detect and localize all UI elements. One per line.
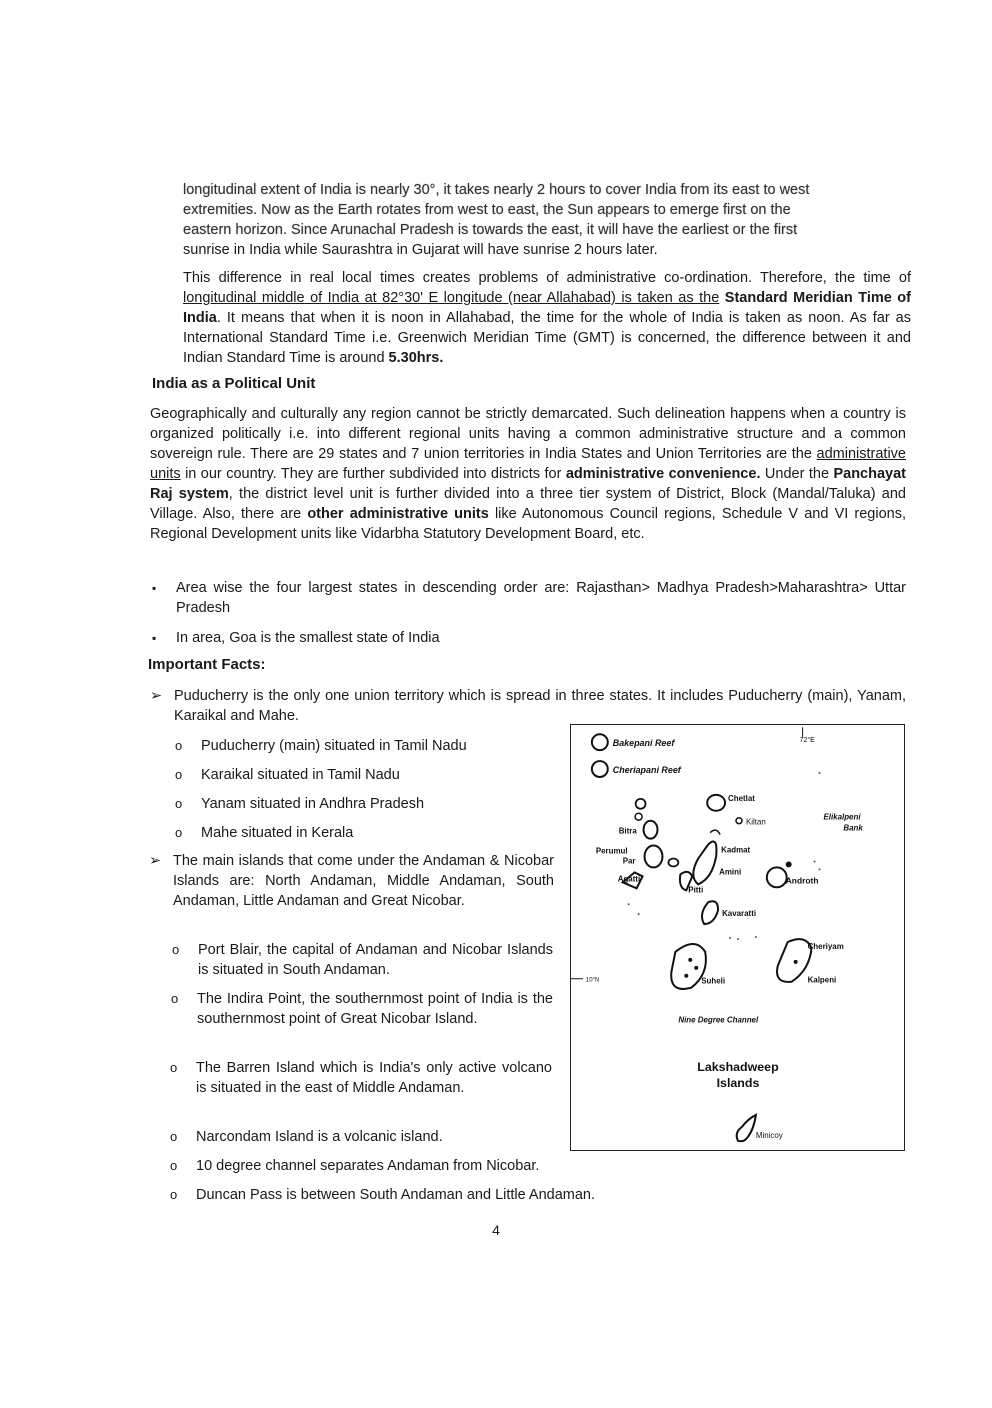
minicoy-island-icon xyxy=(737,1115,756,1141)
chetlat-island-icon xyxy=(707,795,725,811)
facts-heading: Important Facts: xyxy=(148,656,266,673)
sub-text: 10 degree channel separates Andaman from Nicobar. xyxy=(196,1158,540,1174)
puducherry-text: Puducherry is the only one union territory which is spread in three states. It includes Puducherry (main), Yanam, Karaikal and Mahe. xyxy=(174,688,906,724)
label-suheli: Suheli xyxy=(701,976,726,986)
sub-text: Puducherry (main) situated in Tamil Nadu xyxy=(201,738,467,754)
political-text-4: , the district level unit is further divided into a three tier system of District, Block (Mandal/Taluka) and Village. Also, there are xyxy=(150,486,906,522)
circle-bullet-icon: o xyxy=(170,1187,178,1202)
label-kalpeni: Kalpeni xyxy=(807,975,837,985)
label-agatti: Agatti xyxy=(617,874,641,884)
intro-line-4: sunrise in India while Saurashtra in Gujarat will have sunrise 2 hours later. xyxy=(183,242,658,258)
circle-bullet-icon: o xyxy=(171,991,179,1006)
label-bank: Bank xyxy=(843,823,863,833)
map-title-2: Islands xyxy=(716,1076,760,1091)
label-bakepani: Bakepani Reef xyxy=(612,738,675,749)
ist-text-2: . It means that when it is noon in Allahabad, the time for the whole of India is taken as noon. As far as International Standard Time i.e. Greenwich Meridian Time (GMT) is concerned, the difference between it and Indian Standard Time is around xyxy=(183,310,911,366)
label-amini: Amini xyxy=(719,867,742,877)
island-sub-3 xyxy=(170,1058,552,1098)
lakshadweep-map xyxy=(570,724,905,1151)
label-kadmat: Kadmat xyxy=(721,845,751,855)
ist-paragraph xyxy=(183,268,911,368)
political-text-3: Under the xyxy=(760,466,834,482)
island-sub-1 xyxy=(172,940,553,980)
circle-bullet-icon: o xyxy=(175,796,183,811)
label-pitti: Pitti xyxy=(688,885,704,895)
list-item: ▪ Area wise the four largest states in descending order are: Rajasthan> Madhya Pradesh>Maharashtra> Uttar Pradesh xyxy=(148,578,906,618)
kadmat-island-icon xyxy=(693,841,716,884)
island-sub-2 xyxy=(171,989,553,1029)
sub-text: Mahe situated in Kerala xyxy=(201,825,354,841)
islands-text: The main islands that come under the Andaman & Nicobar Islands are: North Andaman, Middle Andaman, South Andaman, Little Andaman and Great Nicobar. xyxy=(173,853,554,909)
political-text-5: like Autonomous Council regions, Schedule V and VI regions, Regional Development units like Vidarbha Statutory Development Board, etc. xyxy=(150,506,906,542)
political-bullets xyxy=(148,578,906,658)
sub-text: Port Blair, the capital of Andaman and Nicobar Islands is situated in South Andaman. xyxy=(198,942,553,978)
arrow-bullet-icon: ➢ xyxy=(149,853,162,869)
ist-underline: longitudinal middle of India at 82°30' E longitude (near Allahabad) is taken as the xyxy=(183,290,720,306)
circle-bullet-icon: o xyxy=(172,942,180,957)
label-par: Par xyxy=(622,856,636,866)
political-bold-1: administrative convenience. xyxy=(565,466,761,482)
sub-text: Yanam situated in Andhra Pradesh xyxy=(201,796,425,812)
intro-line-3: eastern horizon. Since Arunachal Pradesh is towards the east, it will have the earliest or the first xyxy=(183,222,798,238)
map-canvas xyxy=(571,725,904,1150)
ist-bold: Standard Meridian Time of India xyxy=(183,290,911,326)
sub-text: Karaikal situated in Tamil Nadu xyxy=(201,767,400,783)
sub-text: Narcondam Island is a volcanic island. xyxy=(196,1129,443,1145)
label-lat10: 10°N xyxy=(585,977,600,984)
label-minicoy: Minicoy xyxy=(755,1130,783,1140)
sub-text: The Indira Point, the southernmost point of India is the southernmost point of Great Nicobar Island. xyxy=(197,991,553,1027)
circle-bullet-icon: o xyxy=(175,825,183,840)
arrow-bullet-icon: ➢ xyxy=(150,688,163,704)
list-item: ▪ In area, Goa is the smallest state of India xyxy=(148,628,906,648)
political-underline: administrative units xyxy=(150,446,906,482)
label-kavaratti: Kavaratti xyxy=(722,909,757,919)
intro-line-2: extremities. Now as the Earth rotates from west to east, the Sun appears to emerge first on the xyxy=(183,202,791,218)
label-kiltan: Kiltan xyxy=(745,817,766,827)
label-nine-degree: Nine Degree Channel xyxy=(678,1015,759,1025)
label-androth: Androth xyxy=(785,875,819,886)
islands-item xyxy=(149,851,554,911)
sub-text: Duncan Pass is between South Andaman and Little Andaman. xyxy=(196,1187,596,1203)
political-text-1: Geographically and culturally any region cannot be strictly demarcated. Such delineation happens when a country is organized politically i.e. into different regional units having a common administrative structure and a common sovereign rule. There are 29 states and 7 union territories in India States and Union Territories are the xyxy=(150,406,906,462)
puducherry-item xyxy=(150,686,906,726)
kavaratti-island-icon xyxy=(702,901,718,924)
label-cheriyam: Cheriyam xyxy=(807,941,844,951)
label-cheriapani: Cheriapani Reef xyxy=(612,764,681,775)
circle-bullet-icon: o xyxy=(170,1158,178,1173)
puducherry-sub-2 xyxy=(175,765,551,785)
label-perumul: Perumul xyxy=(595,846,628,856)
label-lon72: 72°E xyxy=(799,737,815,745)
page-number: 4 xyxy=(492,1222,500,1238)
label-elikalpeni: Elikalpeni xyxy=(823,812,861,822)
island-sub-4 xyxy=(170,1127,566,1147)
political-heading: India as a Political Unit xyxy=(152,375,316,392)
island-sub-5 xyxy=(170,1156,696,1176)
puducherry-sub-1 xyxy=(175,736,551,756)
bakepani-reef-icon xyxy=(592,734,608,750)
political-bold-2: Panchayat Raj system xyxy=(150,466,907,502)
circle-bullet-icon: o xyxy=(175,767,183,782)
sub-text: The Barren Island which is India's only active volcano is situated in the east of Middle Andaman. xyxy=(196,1060,552,1096)
cheriapani-reef-icon xyxy=(592,761,608,777)
bitra-island-icon xyxy=(644,821,658,839)
perumul-par-icon xyxy=(645,846,663,868)
political-text-2: in our country. They are further subdivided into districts for xyxy=(180,466,566,482)
map-title-1: Lakshadweep xyxy=(697,1060,779,1075)
puducherry-sub-4 xyxy=(175,823,551,843)
ist-hours: 5.30hrs. xyxy=(388,350,444,366)
puducherry-sub-3 xyxy=(175,794,551,814)
intro-line-1: longitudinal extent of India is nearly 30°, it takes nearly 2 hours to cover India from its east to west xyxy=(183,182,810,198)
label-bitra: Bitra xyxy=(618,826,637,836)
political-paragraph xyxy=(150,404,906,544)
label-chetlat: Chetlat xyxy=(728,793,755,803)
island-sub-6 xyxy=(170,1185,756,1205)
circle-bullet-icon: o xyxy=(175,738,183,753)
circle-bullet-icon: o xyxy=(170,1060,178,1075)
ist-text-1: This difference in real local times creates problems of administrative co-ordination. Therefore, the time of xyxy=(183,270,911,286)
political-bold-3: other administrative units xyxy=(307,506,489,522)
circle-bullet-icon: o xyxy=(170,1129,178,1144)
androth-island-icon xyxy=(767,867,787,887)
